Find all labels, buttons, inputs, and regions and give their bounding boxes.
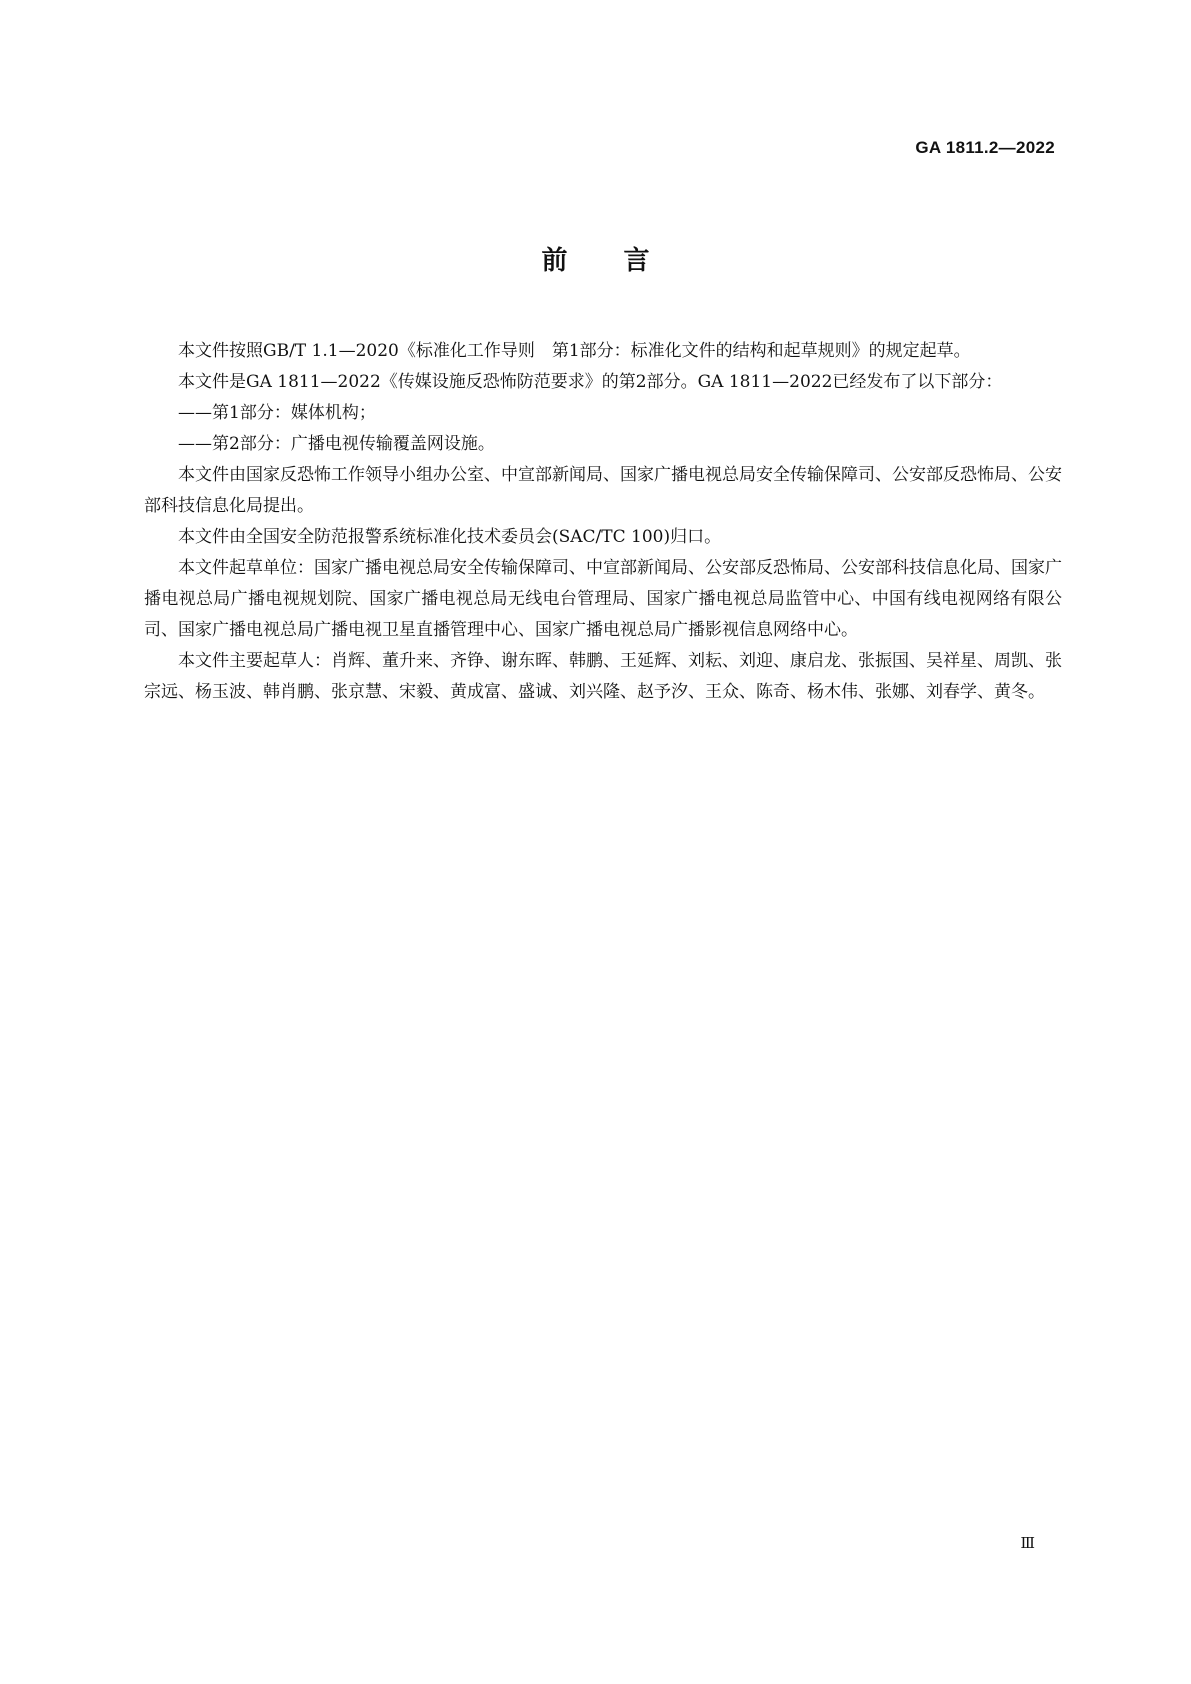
paragraph-drafters: 本文件主要起草人：肖辉、董升来、齐铮、谢东晖、韩鹏、王延辉、刘耘、刘迎、康启龙、张振国、吴祥星、周凯、张宗远、杨玉波、韩肖鹏、张京慧、宋毅、黄成富、盛诚、刘兴隆、赵予汐、王众、陈奇、杨木伟、张娜、刘春学、黄冬。 [144,651,1062,702]
paragraph-drafting-basis: 本文件按照GB/T 1.1—2020《标准化工作导则 第1部分：标准化文件的结构和起草规则》的规定起草。 [178,341,971,361]
paragraph-part-statement: 本文件是GA 1811—2022《传媒设施反恐怖防范要求》的第2部分。GA 1811—2022已经发布了以下部分： [178,372,1003,392]
preface-body [144,336,1062,708]
page-number: Ⅲ [1020,1534,1035,1552]
paragraph-committee: 本文件由全国安全防范报警系统标准化技术委员会(SAC/TC 100)归口。 [178,527,722,547]
list-item-part-1: ——第1部分：媒体机构； [178,403,376,423]
page-title: 前言 [541,246,706,276]
paragraph-proposer: 本文件由国家反恐怖工作领导小组办公室、中宣部新闻局、国家广播电视总局安全传输保障司、公安部反恐怖局、公安部科技信息化局提出。 [144,465,1062,516]
list-item-part-2: ——第2部分：广播电视传输覆盖网设施。 [178,434,495,454]
paragraph-drafting-units: 本文件起草单位：国家广播电视总局安全传输保障司、中宣部新闻局、公安部反恐怖局、公安部科技信息化局、国家广播电视总局广播电视规划院、国家广播电视总局无线电台管理局、国家广播电视总局监管中心、中国有线电视网络有限公司、国家广播电视总局广播电视卫星直播管理中心、国家广播电视总局广播影视信息网络中心。 [144,558,1062,640]
doc-number: GA 1811.2—2022 [915,138,1055,157]
